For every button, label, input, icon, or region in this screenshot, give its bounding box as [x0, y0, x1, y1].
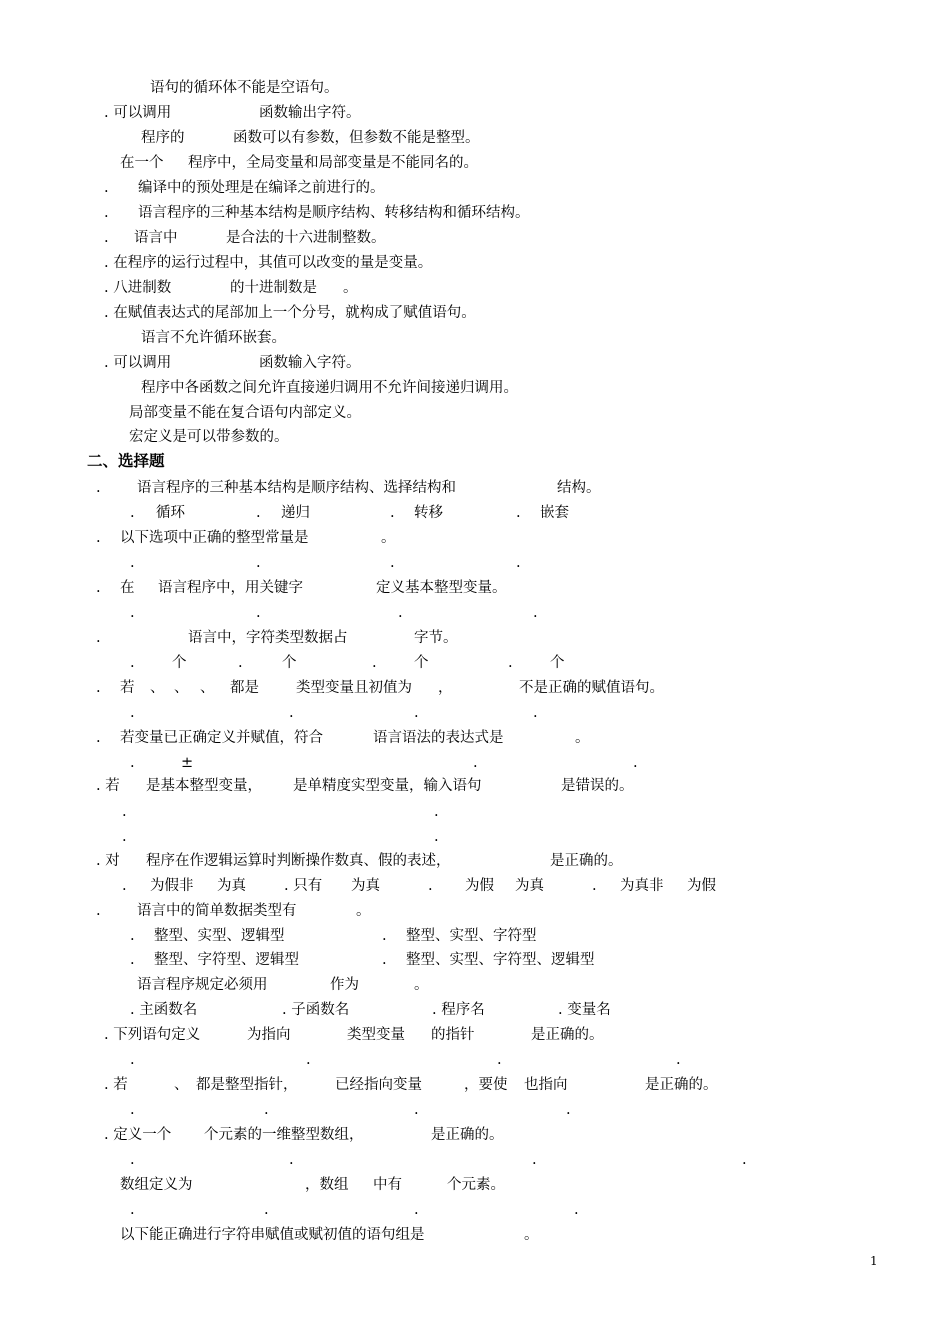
- choice-text: 是单精度实型变量，输入语句: [293, 778, 482, 794]
- choice-option: .: [264, 1202, 269, 1218]
- judge-line-12a: . 可以调用: [104, 355, 172, 371]
- choice-option: .: [130, 1202, 135, 1218]
- choice-option: 个: [282, 655, 297, 671]
- choice-option: .: [306, 1052, 311, 1068]
- choice-text: ，数组: [305, 1177, 349, 1193]
- judge-line-8: . 在程序的运行过程中，其值可以改变的量是变量。: [104, 255, 433, 271]
- choice-option: . 子函数名: [282, 1002, 350, 1018]
- choice-text: 。: [381, 530, 396, 546]
- choice-option: .: [289, 705, 294, 721]
- choice-option: .: [532, 1152, 537, 1168]
- judge-line-5a: .: [104, 180, 109, 196]
- choice-text: ，要使: [464, 1077, 508, 1093]
- choice-text: 。: [414, 977, 429, 993]
- choice-text: 语言中，字符类型数据占: [188, 630, 348, 646]
- choice-option: 为假: [687, 878, 716, 894]
- choice-text: 都是整型指针，: [196, 1077, 298, 1093]
- judge-line-3b: 函数可以有参数，但参数不能是整型。: [233, 130, 480, 146]
- choice-text: 类型变量且初值为: [296, 680, 412, 696]
- judge-line-1: 语句的循环体不能是空语句。: [150, 80, 339, 96]
- choice-option: 整型、实型、字符型: [406, 928, 537, 944]
- choice-text: .: [96, 680, 101, 696]
- choice-text: 、: [174, 1077, 189, 1093]
- choice-option: 循环: [156, 505, 185, 521]
- choice-option: 递归: [281, 505, 310, 521]
- choice-option: .: [130, 505, 135, 521]
- choice-text: 语言程序的三种基本结构是顺序结构、选择结构和: [137, 480, 456, 496]
- choice-text: . 若: [104, 1077, 128, 1093]
- judge-line-10: . 在赋值表达式的尾部加上一个分号，就构成了赋值语句。: [104, 305, 476, 321]
- choice-text: 的指针: [431, 1027, 475, 1043]
- choice-text: 语言程序中，用关键字: [158, 580, 303, 596]
- choice-option: .: [130, 952, 135, 968]
- choice-text: 语言语法的表达式是: [373, 730, 504, 746]
- choice-text: 是正确的。: [645, 1077, 718, 1093]
- choice-text: 结构。: [557, 480, 601, 496]
- choice-text: 是基本整型变量，: [146, 778, 262, 794]
- choice-text: 程序在作逻辑运算时判断操作数真、假的表述，: [146, 853, 451, 869]
- choice-option: .: [742, 1152, 747, 1168]
- choice-text: 不是正确的赋值语句。: [519, 680, 664, 696]
- choice-option: 为假非: [150, 878, 194, 894]
- choice-text: ，: [438, 680, 453, 696]
- choice-text: .: [96, 630, 101, 646]
- choice-option: .: [256, 555, 261, 571]
- choice-text: 语言中的简单数据类型有: [137, 903, 297, 919]
- choice-text: .: [96, 903, 101, 919]
- choice-text: 。: [356, 903, 371, 919]
- choice-text: 类型变量: [347, 1027, 405, 1043]
- choice-option: .: [130, 1052, 135, 1068]
- choice-text: 个元素。: [447, 1177, 505, 1193]
- choice-text: 已经指向变量: [335, 1077, 422, 1093]
- choice-option: 整型、字符型、逻辑型: [154, 952, 299, 968]
- choice-text: 以下能正确进行字符串赋值或赋初值的语句组是: [120, 1227, 425, 1243]
- choice-option: .: [414, 1102, 419, 1118]
- judge-line-2a: . 可以调用: [104, 105, 172, 121]
- choice-text: 是正确的。: [550, 853, 623, 869]
- choice-option: .: [516, 555, 521, 571]
- choice-option: 个: [550, 655, 565, 671]
- judge-line-9c: 。: [343, 280, 358, 296]
- judge-line-9b: 的十进制数是: [230, 280, 317, 296]
- judge-line-5b: 编译中的预处理是在编译之前进行的。: [138, 180, 385, 196]
- choice-option: .: [122, 804, 127, 820]
- choice-text: 个元素的一维整型数组，: [204, 1127, 364, 1143]
- choice-option: 个: [414, 655, 429, 671]
- choice-option: .: [633, 755, 638, 771]
- judge-line-4a: 在一个: [120, 155, 164, 171]
- choice-option: .: [256, 505, 261, 521]
- choice-option: .: [130, 605, 135, 621]
- choice-text: 若变量已正确定义并赋值，符合: [120, 730, 323, 746]
- choice-option: . 主函数名: [130, 1002, 198, 1018]
- choice-text: .: [96, 530, 101, 546]
- choice-option: 嵌套: [540, 505, 569, 521]
- judge-line-2b: 函数输出字符。: [259, 105, 361, 121]
- judge-line-9a: . 八进制数: [104, 280, 172, 296]
- choice-option: . 变量名: [558, 1002, 611, 1018]
- choice-option: .: [398, 605, 403, 621]
- choice-option: .: [130, 1152, 135, 1168]
- choice-option: 整型、实型、逻辑型: [154, 928, 285, 944]
- choice-option: 为真: [217, 878, 246, 894]
- choice-option: . 只有: [284, 878, 323, 894]
- judge-line-7a: .: [104, 230, 109, 246]
- choice-option: .: [497, 1052, 502, 1068]
- choice-option: .: [516, 505, 521, 521]
- choice-option: .: [566, 1102, 571, 1118]
- choice-text: 作为: [330, 977, 359, 993]
- choice-option: .: [428, 878, 433, 894]
- choice-text: 也指向: [524, 1077, 568, 1093]
- choice-option: .: [264, 1102, 269, 1118]
- choice-option: .: [130, 755, 135, 771]
- choice-text: 都是: [230, 680, 259, 696]
- choice-option: .: [130, 655, 135, 671]
- page-number: 1: [870, 1254, 878, 1268]
- choice-option: .: [289, 1152, 294, 1168]
- choice-option: .: [574, 1202, 579, 1218]
- choice-option: .: [473, 755, 478, 771]
- choice-text: 数组定义为: [120, 1177, 193, 1193]
- judge-line-13: 程序中各函数之间允许直接递归调用不允许间接递归调用。: [141, 380, 518, 396]
- choice-text: . 若: [96, 778, 120, 794]
- judge-line-7c: 是合法的十六进制整数。: [226, 230, 386, 246]
- judge-line-4b: 程序中，全局变量和局部变量是不能同名的。: [188, 155, 478, 171]
- choice-text: 是正确的。: [431, 1127, 504, 1143]
- choice-text: 字节。: [414, 630, 458, 646]
- choice-text: 是错误的。: [561, 778, 634, 794]
- choice-option: .: [533, 705, 538, 721]
- judge-line-14: 局部变量不能在复合语句内部定义。: [129, 405, 361, 421]
- choice-option: 为真: [351, 878, 380, 894]
- choice-text: 是正确的。: [531, 1027, 604, 1043]
- choice-option: .: [130, 555, 135, 571]
- choice-option: .: [434, 829, 439, 845]
- choice-text: 若: [120, 680, 135, 696]
- choice-option: 整型、实型、字符型、逻辑型: [406, 952, 595, 968]
- choice-text: . 对: [96, 853, 120, 869]
- judge-line-6b: 语言程序的三种基本结构是顺序结构、转移结构和循环结构。: [138, 205, 530, 221]
- judge-line-12b: 函数输入字符。: [259, 355, 361, 371]
- choice-text: 、: [200, 680, 215, 696]
- choice-option: 为真: [515, 878, 544, 894]
- choice-text: .: [96, 730, 101, 746]
- choice-text: 。: [524, 1227, 539, 1243]
- choice-text: 以下选项中正确的整型常量是: [120, 530, 309, 546]
- choice-option: .: [256, 605, 261, 621]
- judge-line-11: 语言不允许循环嵌套。: [141, 330, 286, 346]
- choice-option: .: [508, 655, 513, 671]
- choice-option: .: [372, 655, 377, 671]
- choice-text: .: [96, 480, 101, 496]
- choice-option: .: [434, 804, 439, 820]
- choice-text: 、: [174, 680, 189, 696]
- choice-option: 转移: [414, 505, 443, 521]
- choice-text: . 下列语句定义: [104, 1027, 201, 1043]
- choice-option: .: [238, 655, 243, 671]
- choice-option: 个: [172, 655, 187, 671]
- judge-line-7b: 语言中: [134, 230, 178, 246]
- choice-option: .: [676, 1052, 681, 1068]
- choice-option: 为假: [465, 878, 494, 894]
- choice-option: .: [414, 705, 419, 721]
- choice-text: 、: [150, 680, 165, 696]
- choice-text: 语言程序规定必须用: [137, 977, 268, 993]
- choice-option: .: [390, 555, 395, 571]
- choice-option: .: [414, 1202, 419, 1218]
- choice-text: 在: [120, 580, 135, 596]
- section-title: 二、选择题: [87, 452, 165, 470]
- choice-option: 为真非: [620, 878, 664, 894]
- judge-line-3a: 程序的: [141, 130, 185, 146]
- choice-option: .: [130, 928, 135, 944]
- choice-option: .: [122, 829, 127, 845]
- choice-option: .: [382, 952, 387, 968]
- choice-text: 定义基本整型变量。: [376, 580, 507, 596]
- choice-option: . 程序名: [432, 1002, 485, 1018]
- choice-option: ±: [181, 755, 194, 771]
- judge-line-15: 宏定义是可以带参数的。: [129, 429, 289, 445]
- choice-option: .: [382, 928, 387, 944]
- choice-option: .: [130, 1102, 135, 1118]
- choice-option: .: [390, 505, 395, 521]
- choice-text: 。: [575, 730, 590, 746]
- choice-text: 为指向: [247, 1027, 291, 1043]
- choice-text: .: [96, 580, 101, 596]
- judge-line-6a: .: [104, 205, 109, 221]
- choice-option: .: [592, 878, 597, 894]
- choice-text: . 定义一个: [104, 1127, 172, 1143]
- choice-option: .: [122, 878, 127, 894]
- choice-option: .: [533, 605, 538, 621]
- choice-text: 中有: [373, 1177, 402, 1193]
- choice-option: .: [130, 705, 135, 721]
